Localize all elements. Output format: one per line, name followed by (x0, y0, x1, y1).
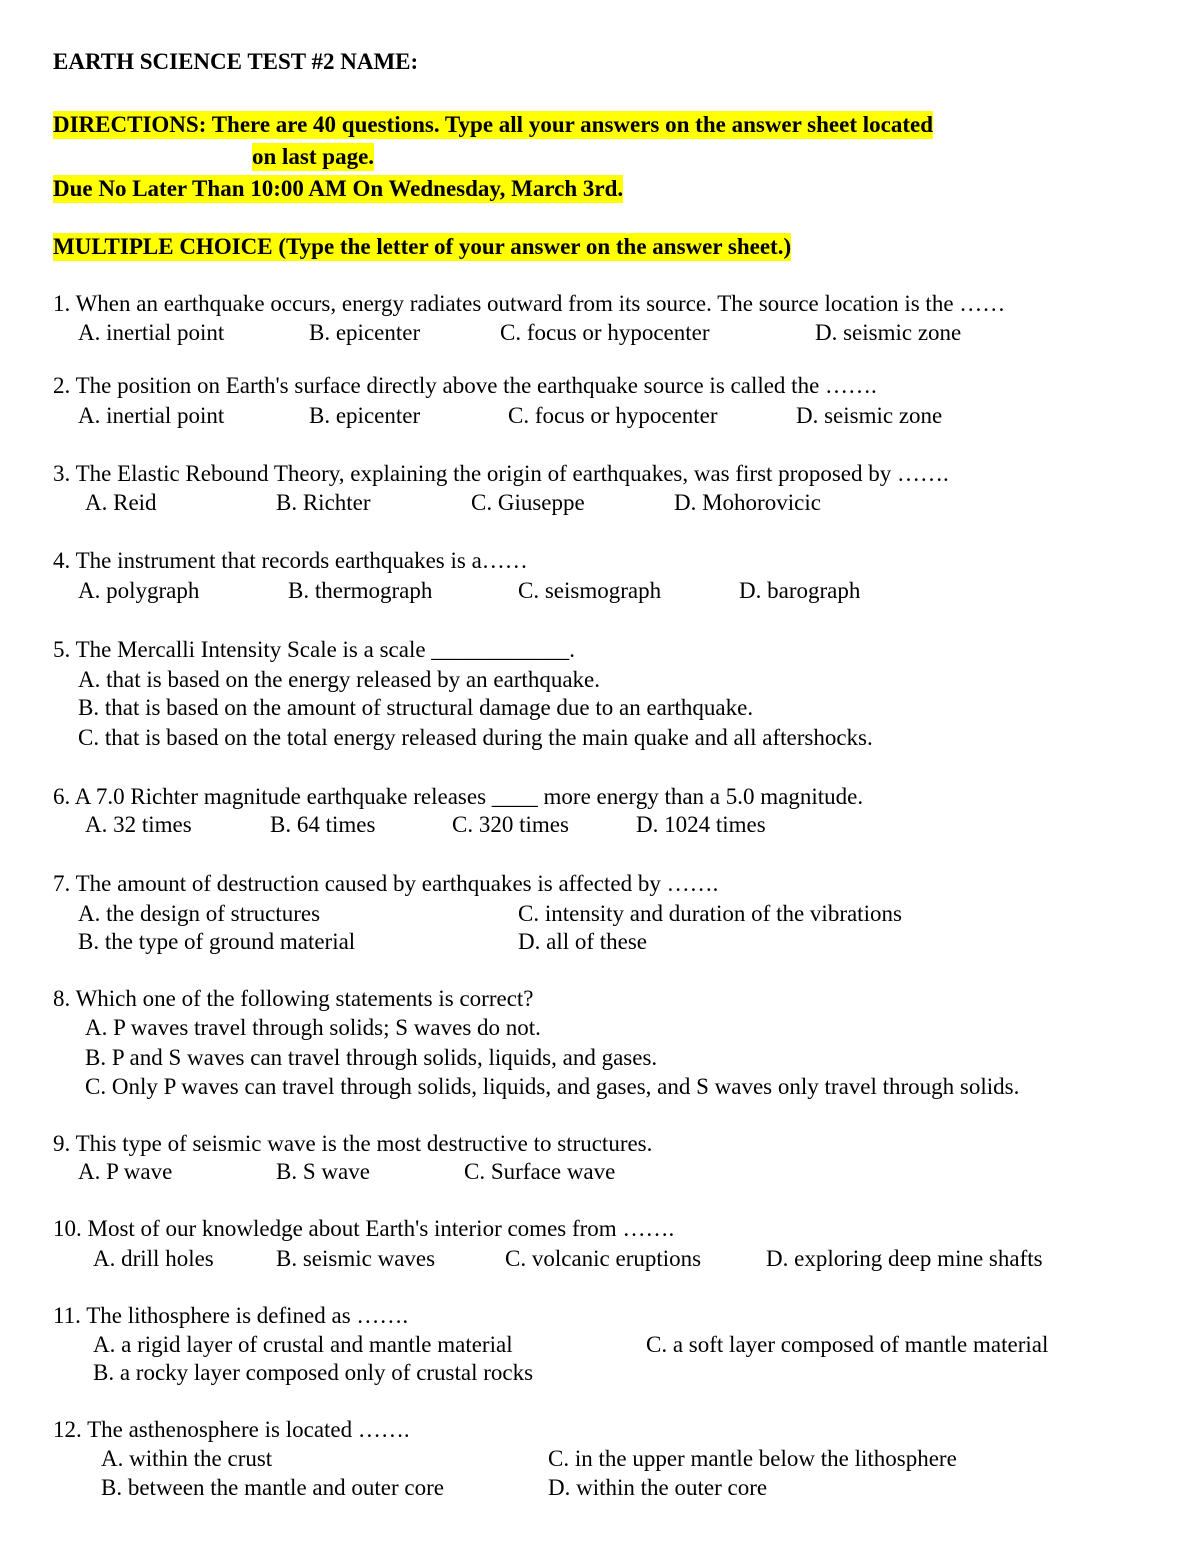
answer-option: D. 1024 times (636, 812, 766, 837)
answer-option: A. inertial point (78, 403, 225, 428)
answer-option: A. drill holes (93, 1246, 214, 1271)
answer-option: C. a soft layer composed of mantle material (646, 1332, 1049, 1357)
answer-option: B. that is based on the amount of structural damage due to an earthquake. (78, 695, 754, 720)
answer-option: B. thermograph (288, 578, 433, 603)
answer-option: A. that is based on the energy released by an earthquake. (78, 667, 600, 692)
answer-option: D. seismic zone (815, 320, 962, 345)
answer-option: D. barograph (739, 578, 861, 603)
question-stem: 1. When an earthquake occurs, energy radiates outward from its source. The source location is the …… (53, 291, 1006, 316)
question-stem: 4. The instrument that records earthquakes is a…… (53, 548, 528, 573)
answer-option: B. the type of ground material (78, 929, 356, 954)
answer-option: B. S wave (276, 1159, 370, 1184)
question-stem: 3. The Elastic Rebound Theory, explaining the origin of earthquakes, was first proposed by ……. (53, 461, 949, 486)
question-stem: 7. The amount of destruction caused by earthquakes is affected by ……. (53, 871, 719, 896)
answer-option: D. seismic zone (796, 403, 943, 428)
answer-option: A. the design of structures (78, 901, 321, 926)
answer-option: A. P wave (78, 1159, 173, 1184)
answer-option: B. 64 times (270, 812, 376, 837)
answer-option: D. exploring deep mine shafts (766, 1246, 1043, 1271)
answer-option: A. a rigid layer of crustal and mantle material (93, 1332, 513, 1357)
question-stem: 8. Which one of the following statements is correct? (53, 986, 534, 1011)
question-stem: 9. This type of seismic wave is the most destructive to structures. (53, 1131, 653, 1156)
answer-option: A. Reid (85, 490, 157, 515)
question-stem: 11. The lithosphere is defined as ……. (53, 1303, 409, 1328)
answer-option: C. in the upper mantle below the lithosphere (548, 1446, 957, 1471)
answer-option: C. that is based on the total energy released during the main quake and all aftershocks. (78, 725, 873, 750)
question-stem: 2. The position on Earth's surface directly above the earthquake source is called the ……. (53, 373, 877, 398)
question-stem: 6. A 7.0 Richter magnitude earthquake releases ____ more energy than a 5.0 magnitude. (53, 784, 864, 809)
directions-line-1: DIRECTIONS: There are 40 questions. Type all your answers on the answer sheet located (53, 112, 934, 137)
answer-option: B. P and S waves can travel through solids, liquids, and gases. (85, 1045, 658, 1070)
answer-option: C. intensity and duration of the vibrations (518, 901, 902, 926)
answer-option: C. Only P waves can travel through solids, liquids, and gases, and S waves only travel through solids. (85, 1074, 1020, 1099)
question-stem: 10. Most of our knowledge about Earth's interior comes from ……. (53, 1216, 675, 1241)
answer-option: C. seismograph (518, 578, 662, 603)
answer-option: A. inertial point (78, 320, 225, 345)
answer-option: D. Mohorovicic (674, 490, 821, 515)
answer-option: D. all of these (518, 929, 648, 954)
answer-option: B. Richter (276, 490, 371, 515)
answer-option: B. between the mantle and outer core (101, 1475, 444, 1500)
answer-option: B. a rocky layer composed only of crustal rocks (93, 1360, 534, 1385)
answer-option: C. Surface wave (464, 1159, 616, 1184)
answer-option: D. within the outer core (548, 1475, 768, 1500)
directions-line-2: on last page. (252, 144, 375, 169)
section-heading: MULTIPLE CHOICE (Type the letter of your answer on the answer sheet.) (53, 234, 792, 259)
answer-option: B. epicenter (309, 320, 421, 345)
question-stem: 12. The asthenosphere is located ……. (53, 1417, 410, 1442)
answer-option: A. 32 times (85, 812, 192, 837)
answer-option: C. volcanic eruptions (505, 1246, 702, 1271)
answer-option: A. polygraph (78, 578, 200, 603)
answer-option: C. focus or hypocenter (500, 320, 710, 345)
due-date: Due No Later Than 10:00 AM On Wednesday, March 3rd. (53, 176, 624, 201)
question-stem: 5. The Mercalli Intensity Scale is a scale ____________. (53, 637, 576, 662)
answer-option: C. 320 times (452, 812, 569, 837)
answer-option: B. seismic waves (276, 1246, 436, 1271)
test-title: EARTH SCIENCE TEST #2 NAME: (53, 49, 419, 74)
answer-option: A. P waves travel through solids; S waves do not. (85, 1015, 541, 1040)
answer-option: C. focus or hypocenter (508, 403, 718, 428)
answer-option: C. Giuseppe (471, 490, 585, 515)
answer-option: B. epicenter (309, 403, 421, 428)
answer-option: A. within the crust (101, 1446, 273, 1471)
